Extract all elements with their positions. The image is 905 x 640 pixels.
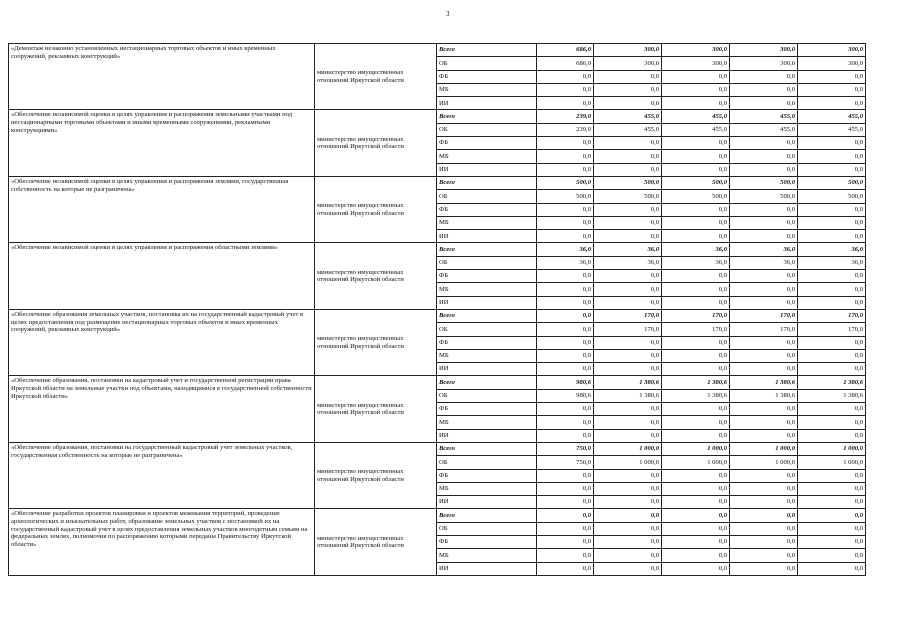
amount-cell: 0,0 bbox=[798, 535, 866, 548]
measure-name: «Обеспечение образования земельных участков, постановка их на государственный кадастровый учет в целях предоставления под размещение нестационарных торговых объектов и иных временных сооружений, рекламных конструкций» bbox=[9, 309, 315, 375]
amount-cell: 0,0 bbox=[730, 363, 798, 376]
amount-cell: 0,0 bbox=[730, 150, 798, 163]
amount-cell: 0,0 bbox=[537, 349, 594, 362]
amount-cell: 0,0 bbox=[730, 203, 798, 216]
amount-cell: 0,0 bbox=[662, 137, 730, 150]
measure-name: «Обеспечение независимой оценки в целях управления и распоряжения областными землями» bbox=[9, 243, 315, 309]
amount-cell: 300,0 bbox=[662, 44, 730, 57]
amount-cell: 0,0 bbox=[537, 336, 594, 349]
funding-source: ОБ bbox=[437, 256, 537, 269]
amount-cell: 0,0 bbox=[537, 309, 594, 322]
funding-source: МБ bbox=[437, 416, 537, 429]
amount-cell: 1 000,0 bbox=[798, 456, 866, 469]
funding-source: ИИ bbox=[437, 296, 537, 309]
amount-cell: 0,0 bbox=[594, 336, 662, 349]
funding-source: ОБ bbox=[437, 323, 537, 336]
amount-cell: 0,0 bbox=[798, 270, 866, 283]
amount-cell: 0,0 bbox=[730, 482, 798, 495]
amount-cell: 36,0 bbox=[730, 256, 798, 269]
amount-cell: 0,0 bbox=[798, 70, 866, 83]
amount-cell: 36,0 bbox=[594, 243, 662, 256]
amount-cell: 0,0 bbox=[662, 270, 730, 283]
amount-cell: 0,0 bbox=[537, 216, 594, 229]
amount-cell: 455,0 bbox=[730, 110, 798, 123]
amount-cell: 0,0 bbox=[537, 70, 594, 83]
amount-cell: 0,0 bbox=[798, 482, 866, 495]
amount-cell: 0,0 bbox=[537, 482, 594, 495]
amount-cell: 0,0 bbox=[798, 230, 866, 243]
funding-source: ФБ bbox=[437, 203, 537, 216]
amount-cell: 0,0 bbox=[798, 336, 866, 349]
executor-name: министерство имущественных отношений Иркутской области bbox=[315, 376, 437, 442]
amount-cell: 0,0 bbox=[730, 535, 798, 548]
amount-cell: 300,0 bbox=[730, 44, 798, 57]
amount-cell: 0,0 bbox=[730, 336, 798, 349]
funding-source: ОБ bbox=[437, 456, 537, 469]
amount-cell: 0,0 bbox=[594, 363, 662, 376]
table-row-total bbox=[9, 110, 866, 123]
amount-cell: 1 000,0 bbox=[594, 442, 662, 455]
amount-cell: 1 380,6 bbox=[662, 389, 730, 402]
amount-cell: 0,0 bbox=[662, 403, 730, 416]
amount-cell: 239,0 bbox=[537, 110, 594, 123]
amount-cell: 980,6 bbox=[537, 376, 594, 389]
amount-cell: 500,0 bbox=[594, 190, 662, 203]
amount-cell: 0,0 bbox=[662, 416, 730, 429]
amount-cell: 0,0 bbox=[730, 230, 798, 243]
amount-cell: 1 380,6 bbox=[730, 376, 798, 389]
amount-cell: 1 000,0 bbox=[730, 442, 798, 455]
amount-cell: 1 000,0 bbox=[662, 442, 730, 455]
funding-source: ОБ bbox=[437, 190, 537, 203]
amount-cell: 0,0 bbox=[730, 70, 798, 83]
amount-cell: 0,0 bbox=[594, 83, 662, 96]
funding-source: ФБ bbox=[437, 403, 537, 416]
funding-source: Всего bbox=[437, 176, 537, 189]
amount-cell: 0,0 bbox=[730, 163, 798, 176]
executor-name: министерство имущественных отношений Иркутской области bbox=[315, 44, 437, 110]
amount-cell: 0,0 bbox=[730, 522, 798, 535]
amount-cell: 0,0 bbox=[662, 163, 730, 176]
table-row-total bbox=[9, 509, 866, 522]
amount-cell: 0,0 bbox=[662, 70, 730, 83]
amount-cell: 750,0 bbox=[537, 442, 594, 455]
amount-cell: 455,0 bbox=[798, 110, 866, 123]
amount-cell: 0,0 bbox=[537, 522, 594, 535]
amount-cell: 170,0 bbox=[594, 309, 662, 322]
amount-cell: 0,0 bbox=[798, 163, 866, 176]
funding-table-body bbox=[9, 44, 866, 576]
funding-source: Всего bbox=[437, 442, 537, 455]
amount-cell: 1 380,6 bbox=[798, 376, 866, 389]
amount-cell: 0,0 bbox=[798, 97, 866, 110]
funding-source: Всего bbox=[437, 110, 537, 123]
funding-source: ОБ bbox=[437, 522, 537, 535]
amount-cell: 0,0 bbox=[662, 349, 730, 362]
amount-cell: 0,0 bbox=[662, 363, 730, 376]
executor-name: министерство имущественных отношений Иркутской области bbox=[315, 509, 437, 575]
amount-cell: 1 380,6 bbox=[730, 389, 798, 402]
amount-cell: 0,0 bbox=[662, 549, 730, 562]
amount-cell: 0,0 bbox=[594, 522, 662, 535]
amount-cell: 0,0 bbox=[594, 270, 662, 283]
funding-source: ОБ bbox=[437, 57, 537, 70]
amount-cell: 0,0 bbox=[730, 97, 798, 110]
amount-cell: 0,0 bbox=[594, 549, 662, 562]
amount-cell: 300,0 bbox=[594, 44, 662, 57]
amount-cell: 0,0 bbox=[537, 83, 594, 96]
amount-cell: 455,0 bbox=[594, 123, 662, 136]
amount-cell: 686,0 bbox=[537, 57, 594, 70]
table-row-total bbox=[9, 176, 866, 189]
amount-cell: 36,0 bbox=[537, 243, 594, 256]
funding-source: МБ bbox=[437, 150, 537, 163]
funding-source: Всего bbox=[437, 309, 537, 322]
funding-source: ФБ bbox=[437, 137, 537, 150]
amount-cell: 0,0 bbox=[730, 403, 798, 416]
page-number: 3 bbox=[446, 10, 450, 18]
amount-cell: 0,0 bbox=[662, 230, 730, 243]
amount-cell: 0,0 bbox=[662, 562, 730, 575]
amount-cell: 0,0 bbox=[594, 416, 662, 429]
amount-cell: 0,0 bbox=[798, 296, 866, 309]
amount-cell: 686,0 bbox=[537, 44, 594, 57]
amount-cell: 0,0 bbox=[594, 216, 662, 229]
amount-cell: 0,0 bbox=[537, 283, 594, 296]
amount-cell: 455,0 bbox=[662, 110, 730, 123]
amount-cell: 300,0 bbox=[730, 57, 798, 70]
amount-cell: 0,0 bbox=[798, 522, 866, 535]
amount-cell: 0,0 bbox=[594, 203, 662, 216]
amount-cell: 0,0 bbox=[594, 283, 662, 296]
amount-cell: 0,0 bbox=[537, 203, 594, 216]
amount-cell: 0,0 bbox=[537, 270, 594, 283]
amount-cell: 0,0 bbox=[594, 562, 662, 575]
amount-cell: 1 000,0 bbox=[798, 442, 866, 455]
amount-cell: 0,0 bbox=[730, 549, 798, 562]
amount-cell: 0,0 bbox=[537, 496, 594, 509]
amount-cell: 0,0 bbox=[798, 150, 866, 163]
funding-source: ФБ bbox=[437, 270, 537, 283]
amount-cell: 0,0 bbox=[537, 535, 594, 548]
amount-cell: 0,0 bbox=[798, 496, 866, 509]
amount-cell: 0,0 bbox=[730, 296, 798, 309]
amount-cell: 0,0 bbox=[798, 137, 866, 150]
amount-cell: 0,0 bbox=[594, 97, 662, 110]
amount-cell: 0,0 bbox=[594, 230, 662, 243]
table-row-total bbox=[9, 44, 866, 57]
amount-cell: 36,0 bbox=[798, 243, 866, 256]
funding-source: ОБ bbox=[437, 389, 537, 402]
amount-cell: 0,0 bbox=[537, 403, 594, 416]
amount-cell: 0,0 bbox=[594, 482, 662, 495]
amount-cell: 0,0 bbox=[730, 562, 798, 575]
amount-cell: 0,0 bbox=[730, 270, 798, 283]
measure-name: «Обеспечение независимой оценки в целях управления и распоряжения земельными участками под нестационарными торговыми объектами и иными временными сооружениями, рекламными конструкциями» bbox=[9, 110, 315, 176]
measure-name: «Обеспечение образования, постановки на кадастровый учет и государственной регистрации права Иркутской области на земельные участки под объектами, находящимися в государственной собственности Иркутской области» bbox=[9, 376, 315, 442]
amount-cell: 0,0 bbox=[798, 549, 866, 562]
amount-cell: 36,0 bbox=[730, 243, 798, 256]
amount-cell: 170,0 bbox=[798, 309, 866, 322]
amount-cell: 0,0 bbox=[730, 216, 798, 229]
amount-cell: 0,0 bbox=[662, 336, 730, 349]
amount-cell: 0,0 bbox=[662, 496, 730, 509]
amount-cell: 0,0 bbox=[798, 509, 866, 522]
amount-cell: 1 380,6 bbox=[662, 376, 730, 389]
amount-cell: 1 380,6 bbox=[798, 389, 866, 402]
amount-cell: 0,0 bbox=[798, 416, 866, 429]
amount-cell: 300,0 bbox=[594, 57, 662, 70]
amount-cell: 0,0 bbox=[730, 349, 798, 362]
amount-cell: 0,0 bbox=[730, 509, 798, 522]
amount-cell: 0,0 bbox=[662, 97, 730, 110]
amount-cell: 0,0 bbox=[594, 163, 662, 176]
amount-cell: 1 380,6 bbox=[594, 389, 662, 402]
amount-cell: 0,0 bbox=[662, 535, 730, 548]
amount-cell: 455,0 bbox=[662, 123, 730, 136]
amount-cell: 0,0 bbox=[662, 469, 730, 482]
funding-source: ИИ bbox=[437, 230, 537, 243]
amount-cell: 0,0 bbox=[798, 562, 866, 575]
amount-cell: 980,6 bbox=[537, 389, 594, 402]
amount-cell: 170,0 bbox=[662, 323, 730, 336]
amount-cell: 0,0 bbox=[798, 349, 866, 362]
funding-source: Всего bbox=[437, 243, 537, 256]
amount-cell: 0,0 bbox=[798, 216, 866, 229]
amount-cell: 0,0 bbox=[662, 216, 730, 229]
funding-source: ИИ bbox=[437, 429, 537, 442]
amount-cell: 0,0 bbox=[537, 562, 594, 575]
amount-cell: 300,0 bbox=[798, 57, 866, 70]
amount-cell: 0,0 bbox=[798, 83, 866, 96]
funding-source: МБ bbox=[437, 83, 537, 96]
funding-source: ФБ bbox=[437, 336, 537, 349]
amount-cell: 0,0 bbox=[537, 97, 594, 110]
amount-cell: 0,0 bbox=[730, 496, 798, 509]
amount-cell: 0,0 bbox=[662, 283, 730, 296]
amount-cell: 0,0 bbox=[798, 469, 866, 482]
amount-cell: 0,0 bbox=[537, 230, 594, 243]
amount-cell: 0,0 bbox=[662, 522, 730, 535]
amount-cell: 0,0 bbox=[537, 163, 594, 176]
amount-cell: 36,0 bbox=[662, 243, 730, 256]
funding-source: Всего bbox=[437, 376, 537, 389]
amount-cell: 0,0 bbox=[594, 403, 662, 416]
amount-cell: 0,0 bbox=[594, 429, 662, 442]
amount-cell: 0,0 bbox=[662, 203, 730, 216]
executor-name: министерство имущественных отношений Иркутской области bbox=[315, 442, 437, 508]
amount-cell: 36,0 bbox=[798, 256, 866, 269]
amount-cell: 0,0 bbox=[798, 203, 866, 216]
amount-cell: 36,0 bbox=[537, 256, 594, 269]
amount-cell: 0,0 bbox=[594, 496, 662, 509]
amount-cell: 0,0 bbox=[730, 416, 798, 429]
funding-source: ИИ bbox=[437, 97, 537, 110]
funding-table bbox=[8, 43, 866, 576]
measure-name: «Демонтаж незаконно установленных нестационарных торговых объектов и иных временных сооружений, рекламных конструкций» bbox=[9, 44, 315, 110]
funding-source: ФБ bbox=[437, 535, 537, 548]
amount-cell: 0,0 bbox=[594, 150, 662, 163]
amount-cell: 0,0 bbox=[662, 150, 730, 163]
amount-cell: 0,0 bbox=[537, 150, 594, 163]
amount-cell: 300,0 bbox=[662, 57, 730, 70]
table-row-total bbox=[9, 309, 866, 322]
amount-cell: 170,0 bbox=[730, 323, 798, 336]
amount-cell: 750,0 bbox=[537, 456, 594, 469]
funding-source: МБ bbox=[437, 283, 537, 296]
amount-cell: 455,0 bbox=[594, 110, 662, 123]
amount-cell: 0,0 bbox=[537, 469, 594, 482]
executor-name: министерство имущественных отношений Иркутской области bbox=[315, 309, 437, 375]
amount-cell: 170,0 bbox=[730, 309, 798, 322]
amount-cell: 0,0 bbox=[798, 363, 866, 376]
funding-source: ИИ bbox=[437, 363, 537, 376]
amount-cell: 0,0 bbox=[537, 137, 594, 150]
amount-cell: 0,0 bbox=[537, 429, 594, 442]
amount-cell: 500,0 bbox=[730, 176, 798, 189]
amount-cell: 0,0 bbox=[730, 83, 798, 96]
funding-source: ФБ bbox=[437, 469, 537, 482]
amount-cell: 1 000,0 bbox=[594, 456, 662, 469]
amount-cell: 500,0 bbox=[662, 190, 730, 203]
amount-cell: 1 000,0 bbox=[730, 456, 798, 469]
amount-cell: 0,0 bbox=[662, 482, 730, 495]
amount-cell: 0,0 bbox=[662, 296, 730, 309]
amount-cell: 500,0 bbox=[537, 176, 594, 189]
amount-cell: 0,0 bbox=[537, 509, 594, 522]
executor-name: министерство имущественных отношений Иркутской области bbox=[315, 243, 437, 309]
amount-cell: 1 380,6 bbox=[594, 376, 662, 389]
funding-source: ОБ bbox=[437, 123, 537, 136]
amount-cell: 0,0 bbox=[730, 469, 798, 482]
amount-cell: 0,0 bbox=[537, 323, 594, 336]
funding-source: МБ bbox=[437, 549, 537, 562]
amount-cell: 36,0 bbox=[594, 256, 662, 269]
funding-source: МБ bbox=[437, 349, 537, 362]
amount-cell: 300,0 bbox=[798, 44, 866, 57]
amount-cell: 0,0 bbox=[537, 363, 594, 376]
funding-source: ИИ bbox=[437, 163, 537, 176]
amount-cell: 500,0 bbox=[594, 176, 662, 189]
amount-cell: 0,0 bbox=[798, 403, 866, 416]
amount-cell: 500,0 bbox=[798, 176, 866, 189]
funding-source: МБ bbox=[437, 216, 537, 229]
amount-cell: 0,0 bbox=[537, 296, 594, 309]
amount-cell: 239,0 bbox=[537, 123, 594, 136]
measure-name: «Обеспечение разработки проектов планировки и проектов межевания территорий, проведение археологических и изыскательных работ, образование земельных участков с постановкой их на государственный кадастровый учет в целях предоставления земельных участков многодетным семьям на федеральных землях, полномочия по распоряжению которыми переданы Правительству Иркутской области» bbox=[9, 509, 315, 575]
amount-cell: 0,0 bbox=[537, 549, 594, 562]
funding-source: МБ bbox=[437, 482, 537, 495]
amount-cell: 1 000,0 bbox=[662, 456, 730, 469]
amount-cell: 0,0 bbox=[730, 283, 798, 296]
amount-cell: 500,0 bbox=[537, 190, 594, 203]
amount-cell: 455,0 bbox=[730, 123, 798, 136]
measure-name: «Обеспечение независимой оценки в целях управления и распоряжения землями, государственная собственность на которые не разграничена» bbox=[9, 176, 315, 242]
funding-source: ИИ bbox=[437, 496, 537, 509]
executor-name: министерство имущественных отношений Иркутской области bbox=[315, 110, 437, 176]
table-row-total bbox=[9, 243, 866, 256]
amount-cell: 170,0 bbox=[662, 309, 730, 322]
amount-cell: 0,0 bbox=[594, 349, 662, 362]
amount-cell: 0,0 bbox=[594, 535, 662, 548]
amount-cell: 0,0 bbox=[662, 509, 730, 522]
amount-cell: 0,0 bbox=[594, 469, 662, 482]
amount-cell: 500,0 bbox=[662, 176, 730, 189]
amount-cell: 0,0 bbox=[594, 296, 662, 309]
amount-cell: 455,0 bbox=[798, 123, 866, 136]
amount-cell: 0,0 bbox=[594, 70, 662, 83]
amount-cell: 0,0 bbox=[798, 283, 866, 296]
funding-source: ИИ bbox=[437, 562, 537, 575]
amount-cell: 0,0 bbox=[798, 429, 866, 442]
measure-name: «Обеспечение образования, постановки на государственный кадастровый учет земельных участков, государственная собственность на которые не разграничена» bbox=[9, 442, 315, 508]
executor-name: министерство имущественных отношений Иркутской области bbox=[315, 176, 437, 242]
table-row-total bbox=[9, 376, 866, 389]
amount-cell: 0,0 bbox=[662, 429, 730, 442]
table-row-total bbox=[9, 442, 866, 455]
amount-cell: 500,0 bbox=[730, 190, 798, 203]
amount-cell: 170,0 bbox=[798, 323, 866, 336]
amount-cell: 0,0 bbox=[730, 429, 798, 442]
amount-cell: 0,0 bbox=[730, 137, 798, 150]
amount-cell: 0,0 bbox=[537, 416, 594, 429]
amount-cell: 0,0 bbox=[594, 509, 662, 522]
amount-cell: 0,0 bbox=[662, 83, 730, 96]
funding-source: ФБ bbox=[437, 70, 537, 83]
amount-cell: 0,0 bbox=[594, 137, 662, 150]
amount-cell: 500,0 bbox=[798, 190, 866, 203]
funding-source: Всего bbox=[437, 509, 537, 522]
amount-cell: 170,0 bbox=[594, 323, 662, 336]
amount-cell: 36,0 bbox=[662, 256, 730, 269]
funding-source: Всего bbox=[437, 44, 537, 57]
